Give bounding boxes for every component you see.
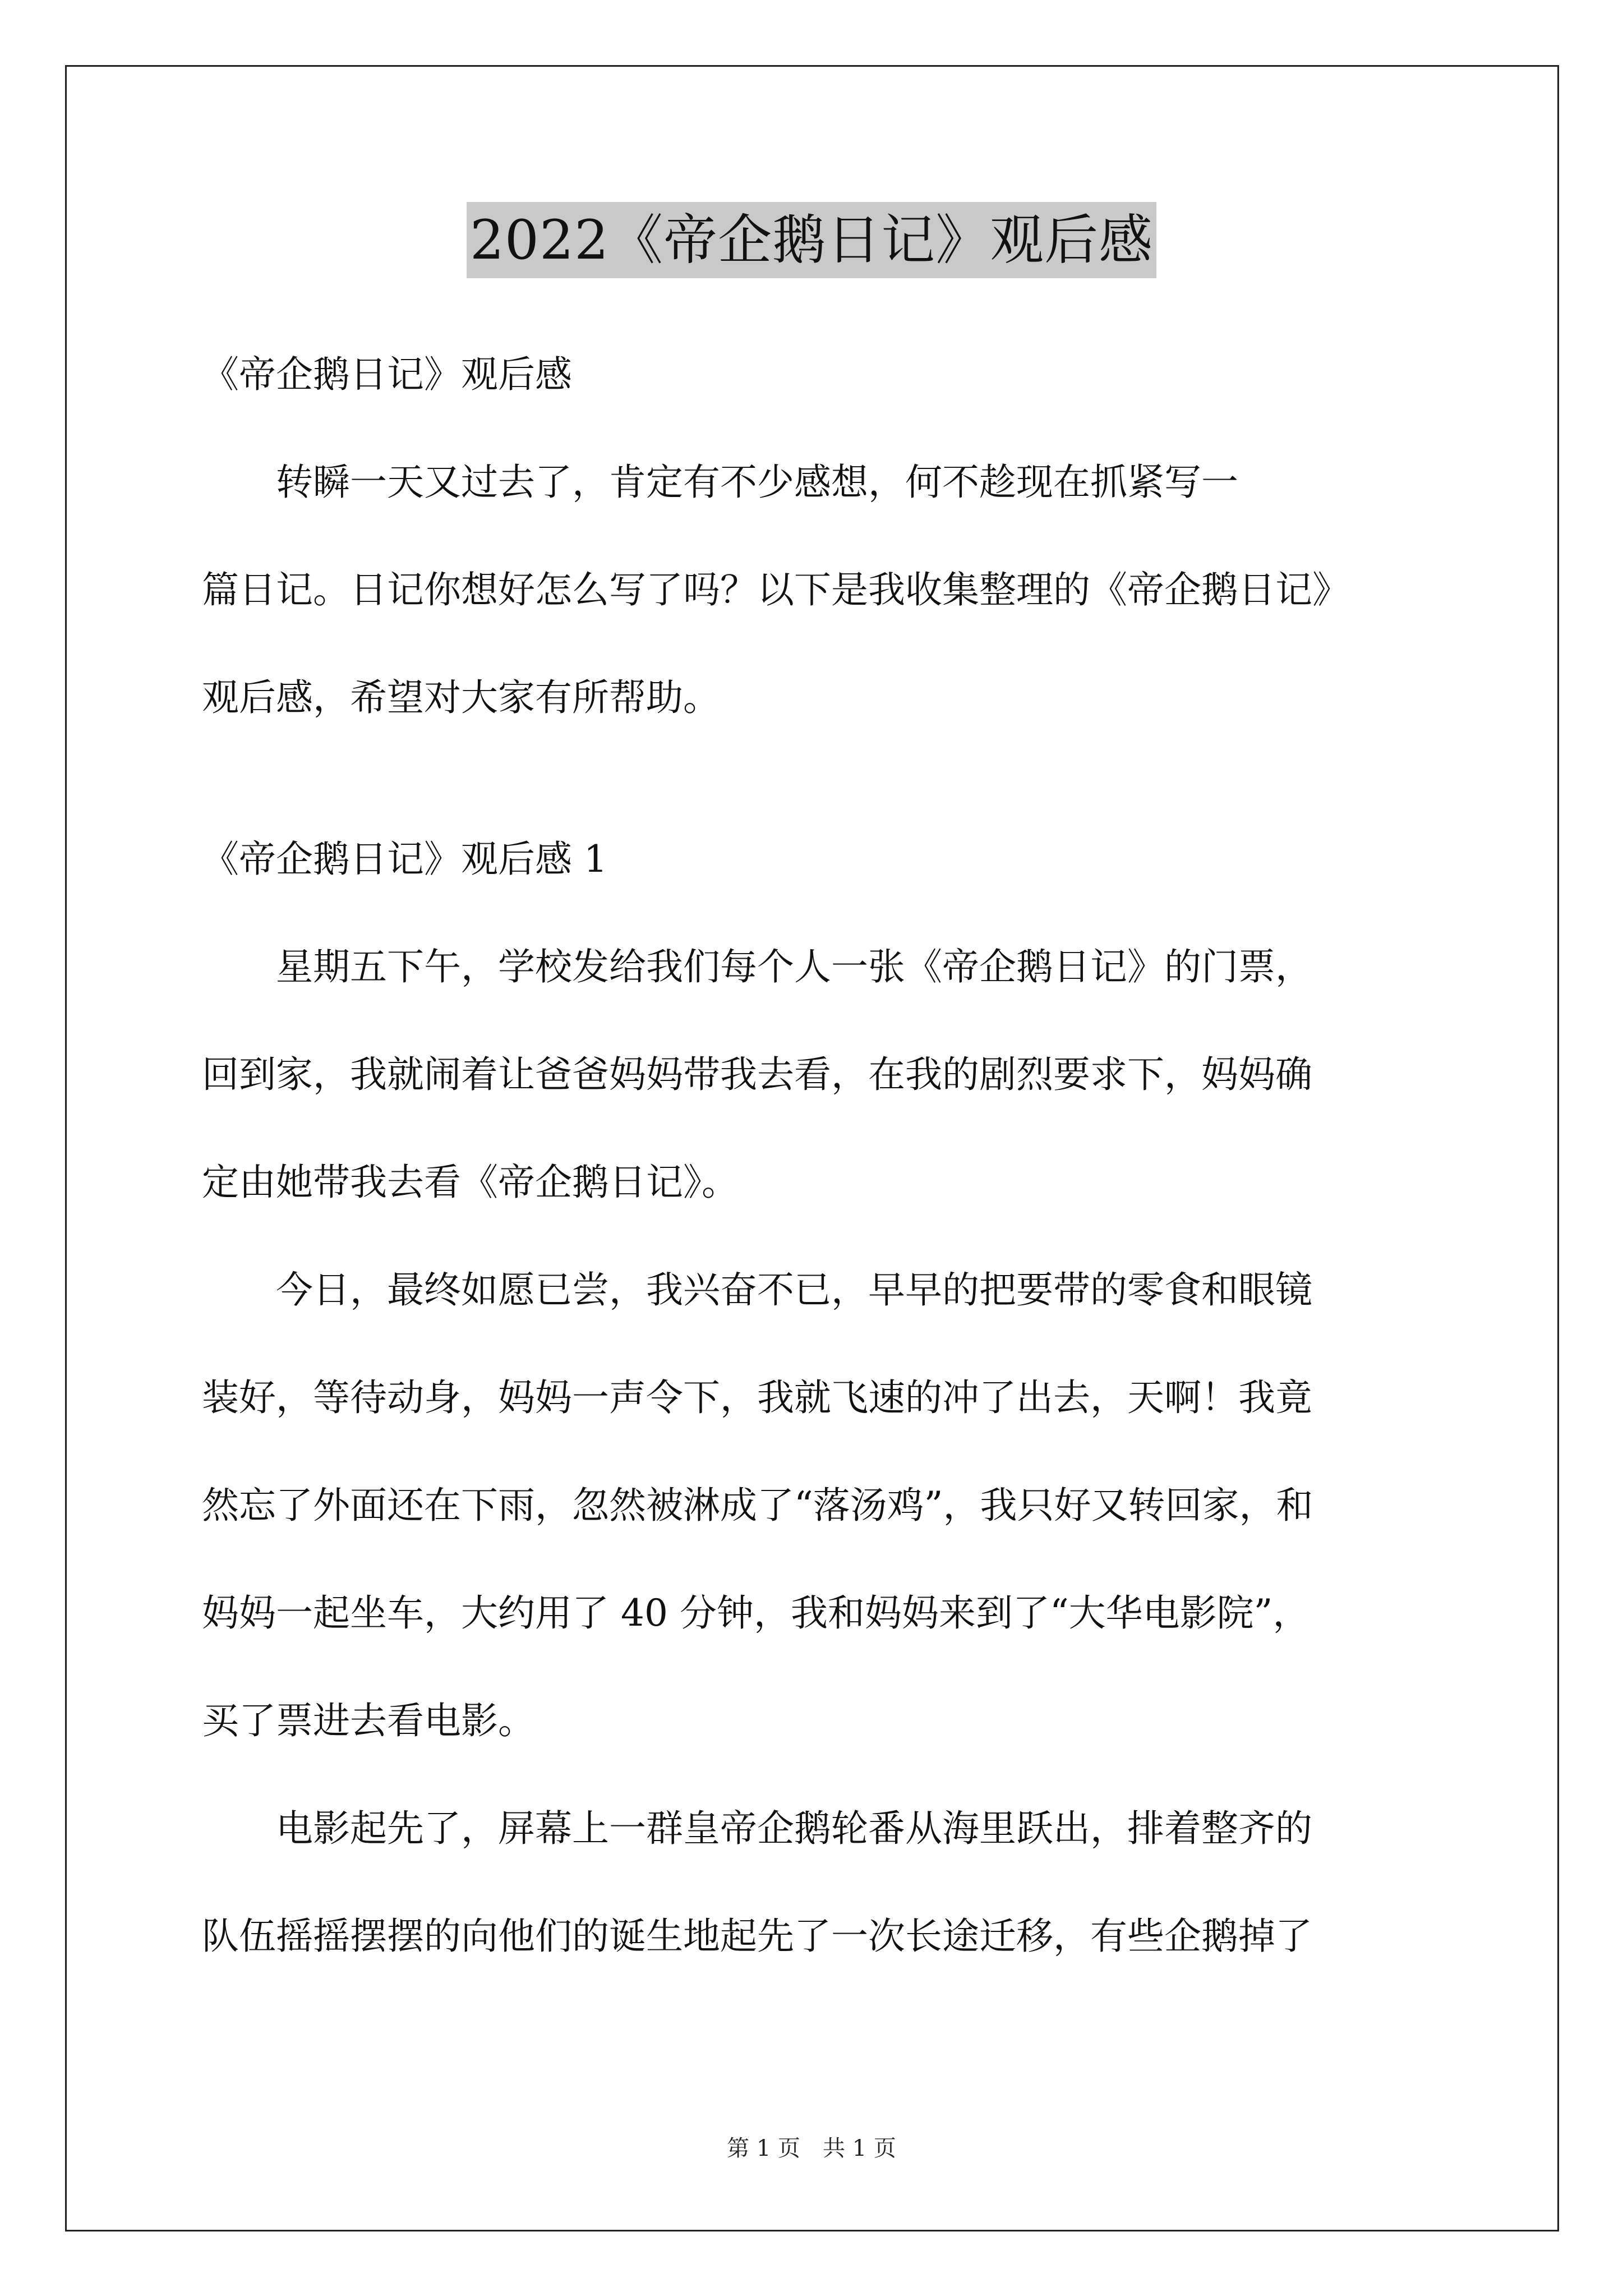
paragraph-line: 定由她带我去看《帝企鹅日记》。 [202,1161,739,1204]
intro-line: 篇日记。日记你想好怎么写了吗？以下是我收集整理的《帝企鹅日记》 [202,568,1349,611]
paragraph-1 [202,940,1436,1209]
paragraph-line: 队伍摇摇摆摆的向他们的诞生地起先了一次长途迁移，有些企鹅掉了 [202,1915,1312,1958]
document-body [202,348,1436,1963]
paragraph-3 [202,1802,1436,1963]
page-footer: 第 1 页 共 1 页 [727,2136,896,2161]
intro-paragraph [202,455,1436,725]
paragraph-line: 妈妈一起坐车，大约用了 40 分钟，我和妈妈来到了“大华电影院”， [202,1591,1310,1635]
paragraph-line: 买了票进去看电影。 [202,1699,535,1742]
paragraph-line: 回到家，我就闹着让爸爸妈妈带我去看，在我的剧烈要求下，妈妈确 [202,1053,1312,1096]
paragraph-line: 然忘了外面还在下雨，忽然被淋成了“落汤鸡”，我只好又转回家，和 [202,1484,1313,1527]
paragraph-line: 电影起先了，屏幕上一群皇帝企鹅轮番从海里跃出，排着整齐的 [202,1807,1312,1850]
paragraph-line: 今日，最终如愿已尝，我兴奋不已，早早的把要带的零食和眼镜 [202,1268,1312,1312]
document-heading: 《帝企鹅日记》观后感 [202,353,572,396]
intro-line: 转瞬一天又过去了，肯定有不少感想，何不趁现在抓紧写一 [202,461,1238,504]
title-container [0,202,1623,278]
paragraph-2 [202,1263,1436,1748]
section-title: 《帝企鹅日记》观后感 1 [202,838,607,881]
paragraph-line: 装好，等待动身，妈妈一声令下，我就飞速的冲了出去，天啊！我竟 [202,1376,1312,1419]
blank-spacer [202,779,1436,832]
paragraph-line: 星期五下午，学校发给我们每个人一张《帝企鹅日记》的门票， [202,945,1312,988]
document-title: 2022《帝企鹅日记》观后感 [467,202,1156,278]
intro-line: 观后感，希望对大家有所帮助。 [202,676,720,719]
